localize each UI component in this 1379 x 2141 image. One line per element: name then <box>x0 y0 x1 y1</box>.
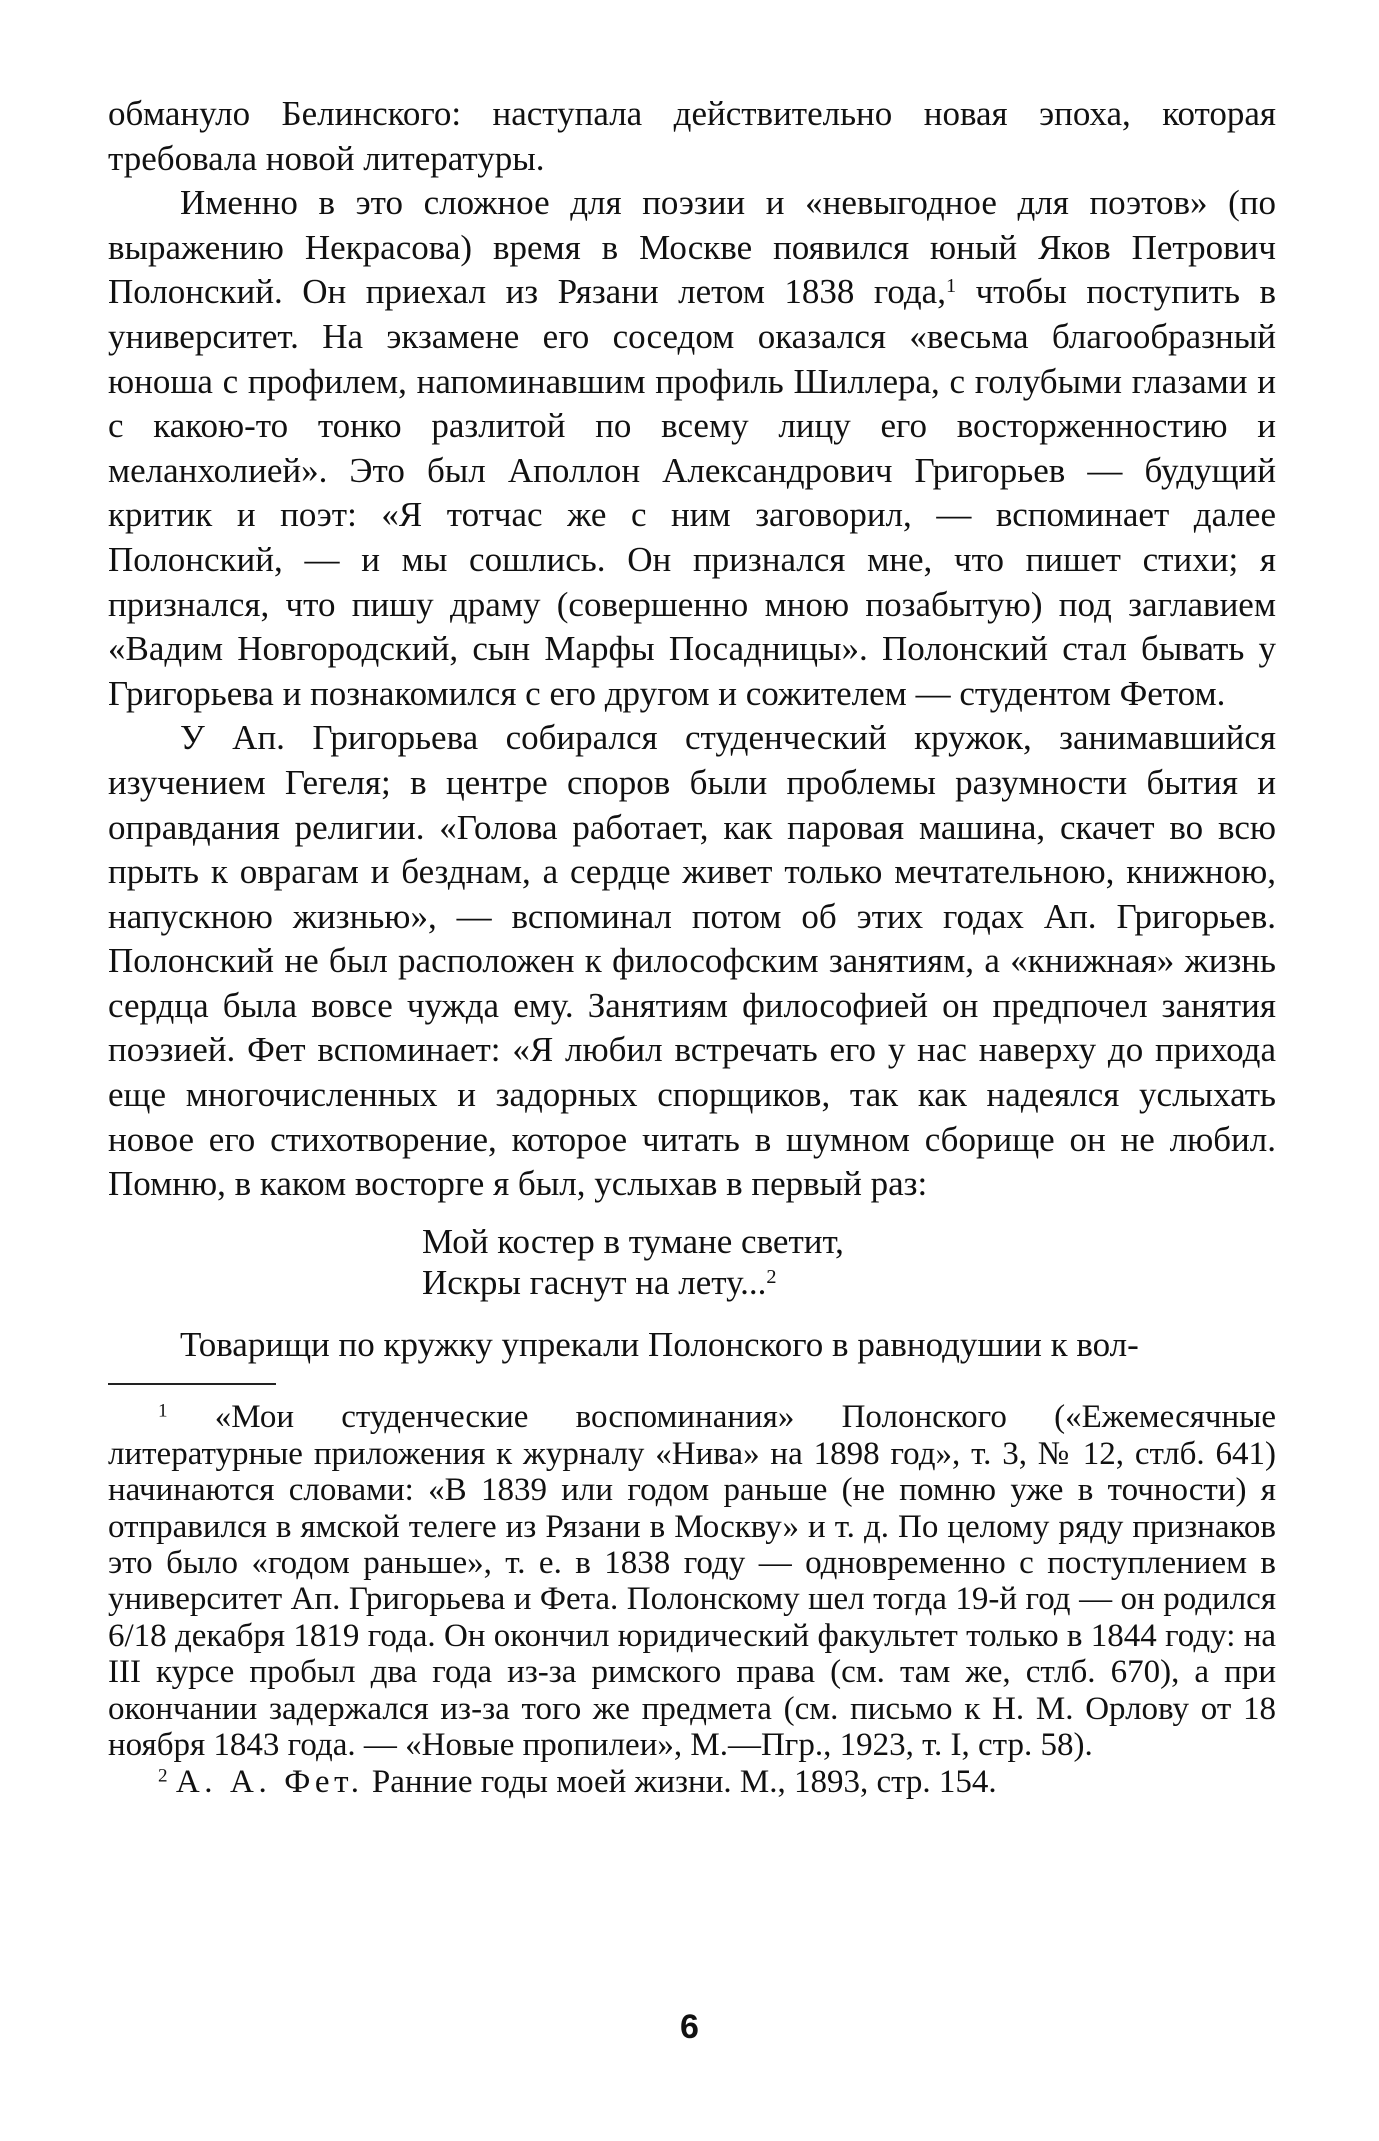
page-number: 6 <box>680 2008 699 2046</box>
paragraph-text-part: чтобы поступить в университет. На экзамене его соседом оказался «весьма благообразный юноша с профилем, напоминавшим профиль Шиллера, с голубыми глазами и с какою-то тонко разлитой по всему лицу его восторженностию и меланхолией». Это был Аполлон Александрович Григорьев — будущий критик и поэт: «Я тотчас же с ним заговорил, — вспоминает далее Полонский, — и мы сошлись. Он признался мне, что пишет стихи; я признался, что пишу драму (совершенно мною позабытую) под заглавием «Вадим Новгородский, сын Марфы Посадницы». Полонский стал бывать у Григорьева и познакомился с его другом и сожителем — студентом Фетом. <box>108 272 1277 713</box>
footnote-author: А. А. Фет. <box>175 1763 364 1800</box>
footnote-ref-2: 2 <box>766 1265 777 1288</box>
main-text-continued <box>108 1323 1276 1368</box>
paragraph-text-part: Именно в это сложное для поэзии и «невыгодное для поэтов» (по выражению Некрасова) время в Москве появился юный Яков Петрович Полонский. Он приехал из Рязани летом 1838 года, <box>108 183 1276 312</box>
poem-quote <box>108 1221 1276 1303</box>
footnote-1 <box>108 1399 1276 1763</box>
poem-line-2-text: Искры гаснут на лету... <box>422 1262 767 1302</box>
footnote-divider <box>108 1383 276 1385</box>
footnote-2 <box>108 1764 1276 1800</box>
footnotes <box>108 1399 1276 1799</box>
book-page <box>108 92 1276 1800</box>
footnote-text: Ранние годы моей жизни. М., 1893, стр. 154. <box>363 1763 997 1800</box>
footnote-ref-1: 1 <box>945 275 957 298</box>
paragraph-opening: обмануло Белинского: наступала действительно новая эпоха, которая требовала новой литературы. <box>108 94 1276 178</box>
poem-line-1: Мой костер в тумане светит, <box>422 1221 844 1261</box>
poem-line-2 <box>422 1262 1276 1303</box>
paragraph-grigoriev-circle: У Ап. Григорьева собирался студенческий кружок, занимавшийся изучением Гегеля; в центре споров были проблемы разумности бытия и оправдания религии. «Голова работает, как паровая машина, скачет во всю прыть к оврагам и безднам, а сердце живет только мечтательною, книжною, напускною жизнью», — вспоминал потом об этих годах Ап. Григорьев. Полонский не был расположен к философским занятиям, а «книжная» жизнь сердца была вовсе чужда ему. Занятиям философией он предпочел занятия поэзией. Фет вспоминает: «Я любил встречать его у нас наверху до прихода еще многочисленных и задорных спорщиков, так как надеялся услыхать новое его стихотворение, которое читать в шумном сборище он не любил. Помню, в каком восторге я был, услыхав в первый раз: <box>108 718 1276 1204</box>
paragraph-polonsky-arrival <box>108 181 1276 716</box>
footnote-mark: 1 <box>158 1400 168 1422</box>
footnote-text: «Мои студенческие воспоминания» Полонского («Ежемесячные литературные приложения к журналу «Нива» на 1898 год», т. 3, № 12, стлб. 641) начинаются словами: «В 1839 или годом раньше (не помню уже в точности) я отправился в ямской телеге из Рязани в Москву» и т. д. По целому ряду признаков это было «годом раньше», т. е. в 1838 году — одновременно с поступлением в университет Ап. Григорьева и Фета. Полонскому шел тогда 19-й год — он родился 6/18 декабря 1819 года. Он окончил юридический факультет только в 1844 году: на III курсе пробыл два года из-за римского права (см. там же, стлб. 670), а при окончании задержался из-за того же предмета (см. письмо к Н. М. Орлову от 18 ноября 1843 года. — «Новые пропилеи», М.—Пгр., 1923, т. I, стр. 58). <box>108 1399 1276 1764</box>
paragraph-continuation: Товарищи по кружку упрекали Полонского в равнодушии к вол- <box>180 1324 1139 1364</box>
main-text <box>108 92 1276 1207</box>
footnote-mark: 2 <box>158 1764 168 1786</box>
